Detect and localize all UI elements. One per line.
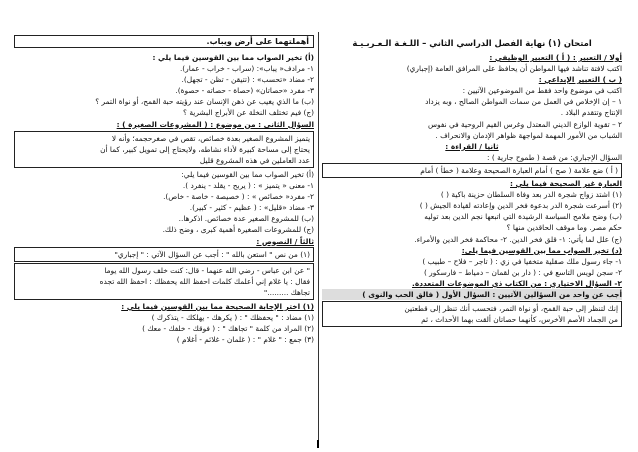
left-question-line: (أ) تخير الصواب مما بين القوسين فيما يلي: <box>181 169 314 179</box>
left-question-line: (٢) المراد من كلمة " تجاهك " : ( فوقك - خلفك - معك ) <box>142 324 314 334</box>
right-question-line: ٢- السؤال الاختياري : من الكتاب ذي الموضوعات المتعددة. <box>412 278 622 288</box>
left-question-line: (أ) تخير الصواب مما بين القوسين فيما يلي : <box>152 53 314 62</box>
left-question-line: ١- معنى « يتميز » : ( يربح - يقلد - ينفرد ). <box>182 181 314 191</box>
right-question-line: (ج) علل لما يأتي: ١- قلق فخر الدين. ٢- محاكمة فخر الدين والأمراء. <box>414 234 622 244</box>
left-column <box>14 52 314 345</box>
hadith-passage-box-line: فقال : يا غلام إني أعلمك كلمات احفظ الله يحفظك : احفظ الله تجده <box>99 276 310 286</box>
right-question-line: ٢ – تقوية الوازع الديني المعتدل وغرس القيم الروحية في نفوس <box>428 119 622 129</box>
left-header: أهملتهما على أرض ويباب. <box>14 35 314 48</box>
left-question-line: ٢- مفرد« خصائص » : ( خصيصة - خاصة - خاص). <box>163 192 314 202</box>
right-question-line: اكتب في موضوع واحد فقط من الموضوعين الآتيين : <box>462 86 622 96</box>
hadith-passage-box-line: تجاهك ........." <box>263 287 310 297</box>
right-question-line: حكم مصر. وما موقف الحاقدين منها ؟ <box>506 223 622 233</box>
reading-passage-box-line: إنك لتنظر إلى حبة القمح، أو نواة التمر، فتحسب أنك تنظر إلى قطعتين <box>404 304 618 314</box>
right-question-line: الإنتاج وتتقدم البلاد . <box>560 108 622 118</box>
left-question-line: (ب) للمشروع الصغير عدة خصائص. اذكرها.. <box>178 214 314 224</box>
projects-passage-box-line: عدد العاملين في هذه المشروع قليل <box>199 155 310 165</box>
right-question-line: العبارة غير الصحيحة فيما يلي : <box>510 179 622 189</box>
right-question-line: ٢- سجن لويس التاسع في : ( دار بن لقمان – دمياط – فارسكور ) <box>423 267 622 277</box>
reading-passage-box-line: من الجماد الأصم الأخرس، كأنهما حصاتان ألقت بهما الأحداث ، ثم <box>421 315 618 325</box>
projects-passage-box-line: يحتاج إلى مساحة كبيرة لأداء نشاطه، ولايحتاج إلى تمويل كبير، كما أن <box>100 144 310 154</box>
hadith-passage-box-line: " عن ابن عباس - رضي الله عنهما - قال: كنت خلف رسول الله يوما <box>104 265 310 275</box>
right-question-line: (ب) وضح ملامح السياسة الرشيدة التي اتبعها نجم الدين بعد توليه <box>424 212 622 222</box>
reading-passage-box <box>322 301 622 327</box>
right-question-line: أجب عن واحد من السؤالين الآتيين : السؤال الأول ( فالق الحب والنوى ) <box>322 289 622 300</box>
column-divider <box>318 32 319 440</box>
left-question-line: السؤال الثاني : من موضوع : ( المشروعات الصغيرة ) : <box>116 119 314 129</box>
right-question-line: ١- جاء رسول ملك صقلية متخفيا في زي : ( تاجر – فلاح – طبيب ) <box>422 256 622 266</box>
left-question-line: ١- مرادف« يباب»: (سراب - خراب - عمار). <box>179 64 314 74</box>
hadith-passage-box <box>14 263 314 300</box>
page-marker <box>317 440 319 448</box>
right-question-line: (٢) أسرعت شجرة الدر بدعوة فخر الدين وإعادته لقيادة الجيش ( ) <box>419 201 622 211</box>
right-question-line: الشباب من الأمور المهمة لمواجهة ظواهر الإدمان والانحراف . <box>435 130 622 140</box>
left-question-line: (ب) ما الذي يغيب عن ذهن الإنسان عند رؤيته حبة القمح، أو نواة التمر ؟ <box>95 97 314 107</box>
right-question-line: ١ – إن الإخلاص في العمل من سمات المواطن الصالح ، وبه يزداد <box>425 97 622 107</box>
right-question-line: ثانيا / القراءة : <box>445 141 499 151</box>
left-question-line: (ج) للمشروعات الصغيرة أهمية كبرى ، وضح ذلك. <box>162 225 314 235</box>
exam-title: امتحان (١) نهاية الفصل الدراسي الثاني – اللـغـة الـعـربـيـة <box>352 38 592 48</box>
right-column <box>322 52 622 328</box>
left-question-line: ٣- مضاد «قليل» : ( عظيم - كثير - كبير). <box>189 203 314 213</box>
right-question-line: أولا / التعبير : ( أ ) التعبير الوظيفي : <box>489 53 622 62</box>
right-question-line: السؤال الإجباري: من قصة ( طموح جارية ) : <box>487 152 622 162</box>
right-question-line: اكتب لافتة تناشد فيها المواطن أن يحافظ على المرافق العامة (إجباري) <box>406 64 622 74</box>
right-question-line: ( أ ) ضع علامة ( صح ) أمام العبارة الصحيحة وعلامة ( خطأ ) أمام <box>322 163 622 178</box>
left-question-line: (١) من نص " استعن بالله " : أجب عن السؤال الآتي : " إجباري" <box>14 247 314 262</box>
left-question-line: ٢- مضاد «تحسب» : (تتيقن - تظن - تجهل). <box>181 75 314 85</box>
left-question-line: (١) اختر الإجابة الصحيحة مما بين القوسين فيما يلي : <box>121 301 314 311</box>
right-question-line: (د) تخير الصواب مما بين القوسين فيما يلي: <box>461 245 622 255</box>
left-question-line: ثالثاً / النصوص : <box>256 236 314 246</box>
left-question-line: (٣) جمع : " غلام " : ( غلمان - غلائم - أغلام ) <box>176 335 314 345</box>
projects-passage-box-line: يتميز المشروع الصغير بعدة خصائص، تقص في صغرحجمه؛ وأنه لا <box>111 133 310 143</box>
left-question-line: (ج) فيم تختلف النخلة عن الأبراج البشرية ؟ <box>183 108 314 118</box>
left-question-line: ٣- مفرد «حصاتان» (حصاة - حصاته - حصوة). <box>175 86 314 96</box>
right-question-line: ( ب ) التعبير الإبداعي : <box>538 75 622 85</box>
projects-passage-box <box>14 131 314 168</box>
left-question-line: (١) مضاد : " يحفظك " : ( يكرهك - يهلكك - يتذكرك ) <box>151 313 314 323</box>
right-question-line: (١) اشتد زواج شجرة الدر بعد وفاة السلطان حزينة باكية ( ) <box>440 190 622 200</box>
